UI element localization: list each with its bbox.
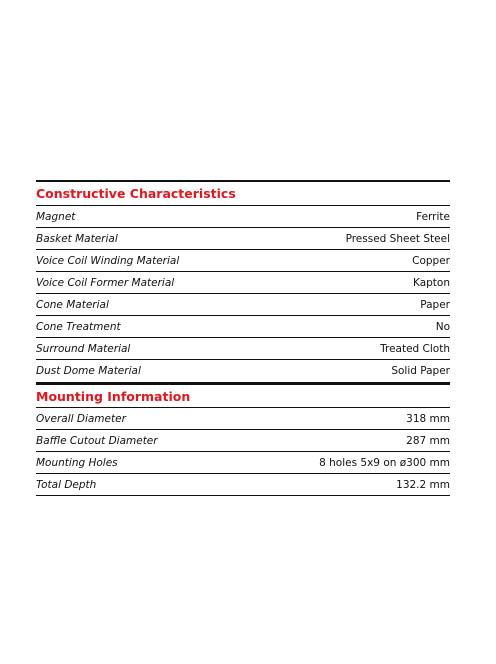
spec-label: Total Depth: [36, 478, 97, 491]
mounting-information-section: [36, 383, 450, 496]
spec-row-cone-material: [36, 294, 450, 316]
spec-row-total-depth: [36, 474, 450, 496]
spec-value: Treated Cloth: [380, 342, 450, 355]
spec-label: Dust Dome Material: [36, 365, 141, 377]
spec-value: Copper: [412, 254, 450, 267]
spec-row-voice-coil-winding-material: [36, 250, 450, 272]
spec-value: Pressed Sheet Steel: [345, 232, 450, 245]
spec-label: Cone Treatment: [36, 320, 121, 333]
spec-label: Mounting Holes: [36, 456, 118, 469]
spec-value: Solid Paper: [391, 365, 450, 377]
section-title: Constructive Characteristics: [36, 182, 450, 206]
spec-value: 132.2 mm: [396, 478, 450, 491]
spec-label: Magnet: [36, 210, 76, 223]
spec-row-cone-treatment: [36, 316, 450, 338]
spec-row-overall-diameter: [36, 408, 450, 430]
spec-row-surround-material: [36, 338, 450, 360]
section-title: Mounting Information: [36, 385, 450, 408]
spec-label: Cone Material: [36, 298, 109, 311]
spec-value: Paper: [420, 298, 450, 311]
spec-row-mounting-holes: [36, 452, 450, 474]
spec-value: 8 holes 5x9 on ø300 mm: [319, 456, 450, 469]
spec-label: Surround Material: [36, 342, 131, 355]
spec-sheet: [36, 180, 450, 496]
spec-label: Voice Coil Winding Material: [36, 254, 180, 267]
spec-value: Ferrite: [416, 210, 450, 223]
spec-label: Baffle Cutout Diameter: [36, 434, 158, 447]
spec-value: Kapton: [413, 276, 450, 289]
spec-row-basket-material: [36, 228, 450, 250]
spec-value: No: [435, 320, 450, 333]
spec-label: Overall Diameter: [36, 412, 126, 425]
spec-row-magnet: [36, 206, 450, 228]
spec-value: 318 mm: [406, 412, 450, 425]
spec-value: 287 mm: [406, 434, 450, 447]
spec-row-baffle-cutout-diameter: [36, 430, 450, 452]
spec-label: Basket Material: [36, 232, 118, 245]
spec-label: Voice Coil Former Material: [36, 276, 175, 289]
spec-row-voice-coil-former-material: [36, 272, 450, 294]
spec-row-dust-dome-material: [36, 360, 450, 383]
constructive-characteristics-section: [36, 180, 450, 383]
